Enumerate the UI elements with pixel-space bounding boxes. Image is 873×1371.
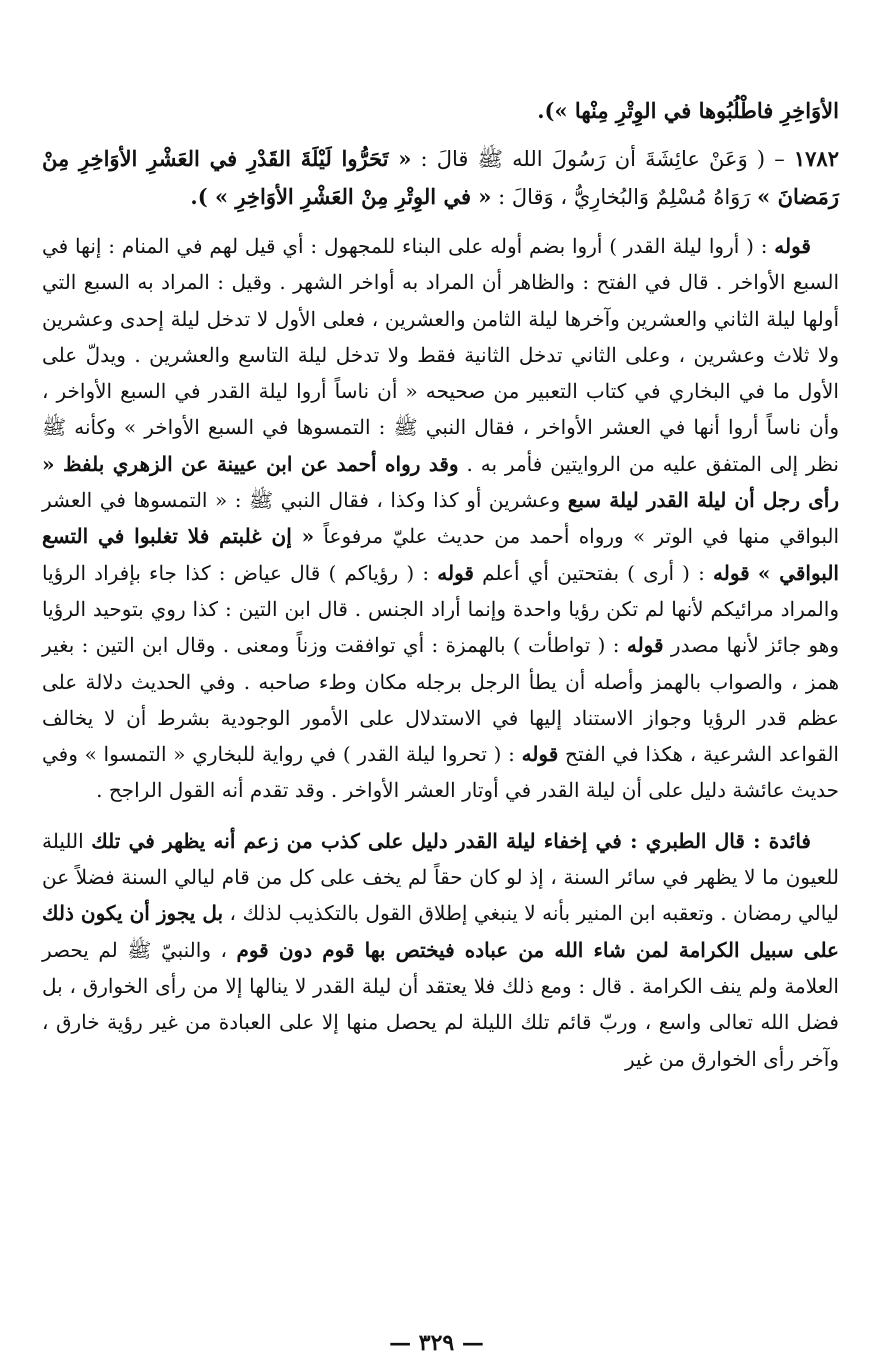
hadith-number: ١٧٨٢ bbox=[793, 146, 839, 171]
commentary-part-6: : ( تواطأت ) بالهمزة : أي توافقت وزناً ومعنى . وقال ابن التين : بغير همز ، والصواب بالهمز وأصله أن يطأ الرجل برجله مكان وطء صاحبه . وفي الحديث دلالة على عظم قدر الرؤيا وجواز الاستناد إليها في الاستدلال على الأمور الوجودية بشرط أن لا يخالف القواعد الشرعية ، هكذا في الفتح bbox=[42, 633, 839, 767]
commentary-part-4: : ( أرى ) بفتحتين أي أعلم bbox=[473, 560, 714, 585]
commentary-part-3 bbox=[750, 561, 758, 585]
fawaid-part-2: ، والنبيّ ﷺ لم يحصر العلامة ولم ينف الكرامة . قال : ومع ذلك فلا يعتقد أن ليلة القدر لا ينالها إلا من رأى الخوارق ، بل فضل الله تعالى واسع ، وربّ قائم تلك الليلة لم يحصل منها إلا على العبادة من غير رؤية خارق ، وآخر رأى الخوارق من غير bbox=[42, 937, 839, 1071]
commentary-part-1: : ( أروا ليلة القدر ) أروا بضم أوله على البناء للمجهول : أي قيل لهم في المنام : إنها في السبع الأواخر . قال في الفتح : والظاهر أن المراد به أواخر الشهر . وقيل : المراد به السبع التي أولها ليلة الثاني والعشرين وآخرها ليلة الثامن والعشرين ، فعلى الأول لا تدخل ليلة إحدى وعشرين ولا ثلاث وعشرين ، وعلى الثاني تدخل الثانية فقط ولا تدخل ليلة التاسع والعشرين . ويدلّ على الأول ما في البخاري في كتاب التعبير من صحيحه « أن ناساً أروا ليلة القدر في السبع الأواخر ، وأن ناساً أروا أنها في العشر الأواخر ، فقال النبي ﷺ : التمسوها في السبع الأواخر » وكأنه ﷺ نظر إلى المتفق عليه من الروايتين فأمر به . bbox=[42, 234, 840, 476]
commentary-part-7: : ( تحروا ليلة القدر ) في رواية للبخاري « التمسوا » وفي حديث عائشة دليل على أن ليلة القدر في أوتار العشر الأواخر . وقد تقدم أنه القول الراجح . bbox=[42, 742, 839, 803]
hadith-quote-1: « تَحَرُّوا لَيْلَةَ القَدْرِ في العَشْرِ الأوَاخِرِ مِنْ رَمَضانَ » bbox=[42, 146, 839, 209]
fawaid-part-1: الليلة للعيون ما لا يظهر في سائر السنة ، إذ لو كان حقاً لم يخف على كل من قام ليالي السنة فضلاً عن ليالي رمضان . وتعقبه ابن المنير بأنه لا ينبغي إطلاق القول بالتكذيب لذلك ، bbox=[42, 828, 839, 926]
hadith-quote-2: « في الوِتْرِ مِنْ العَشْرِ الأوَاخِرِ » ). bbox=[190, 184, 492, 209]
commentary-bold-2: وقد رواه أحمد عن ابن عيينة عن الزهري بلفظ « رأى رجل أن ليلة القدر ليلة سبع bbox=[42, 451, 839, 513]
commentary-label-1: قوله bbox=[774, 234, 811, 258]
page-body bbox=[42, 92, 839, 1077]
commentary-paragraph bbox=[42, 228, 839, 809]
hadith-text-2: رَوَاهُ مُسْلِمٌ وَالبُخارِيُّ ، وَقالَ : bbox=[491, 185, 758, 209]
hadith-text-1: – ( وَعَنْ عائِشَةَ أن رَسُولَ الله ﷺ قالَ : bbox=[411, 147, 794, 171]
commentary-label-3: قوله bbox=[437, 560, 474, 585]
lead-line bbox=[42, 92, 839, 130]
fawaid-label: فائدة : bbox=[753, 828, 811, 853]
commentary-bold-3: « إن غلبتم فلا تغلبوا في التسع البواقي » bbox=[42, 524, 839, 585]
commentary-label-4: قوله bbox=[626, 633, 664, 658]
lead-text: الأوَاخِرِ فاطْلُبُوها في الوِتْرِ مِنْها »). bbox=[537, 98, 839, 123]
fawaid-paragraph bbox=[42, 823, 839, 1077]
commentary-part-5: : ( رؤياكم ) قال عياض : كذا جاء بإفراد الرؤيا والمراد مرائيكم لأنها لم تكن رؤيا واحدة وإنما أراد الجنس . قال ابن التين : كذا روي بتوحيد الرؤيا وهو جائز لأنها مصدر bbox=[42, 560, 839, 658]
commentary-part-2: وعشرين أو كذا وكذا ، فقال النبي ﷺ : « التمسوها في العشر البواقي منها في الوتر » ورواه أحمد من حديث عليّ مرفوعاً bbox=[42, 488, 840, 549]
fawaid-bold-1: قال الطبري : في إخفاء ليلة القدر دليل على كذب من زعم أنه يظهر في تلك bbox=[91, 828, 754, 853]
page-number: — ٣٢٩ — bbox=[389, 1330, 484, 1356]
fawaid-bold-2: بل يجوز أن يكون ذلك على سبيل الكرامة لمن شاء الله من عباده فيختص بها قوم دون قوم bbox=[42, 901, 839, 962]
commentary-label-5: قوله bbox=[521, 742, 559, 767]
hadith-paragraph bbox=[42, 140, 839, 216]
commentary-label-2: قوله bbox=[713, 560, 750, 585]
